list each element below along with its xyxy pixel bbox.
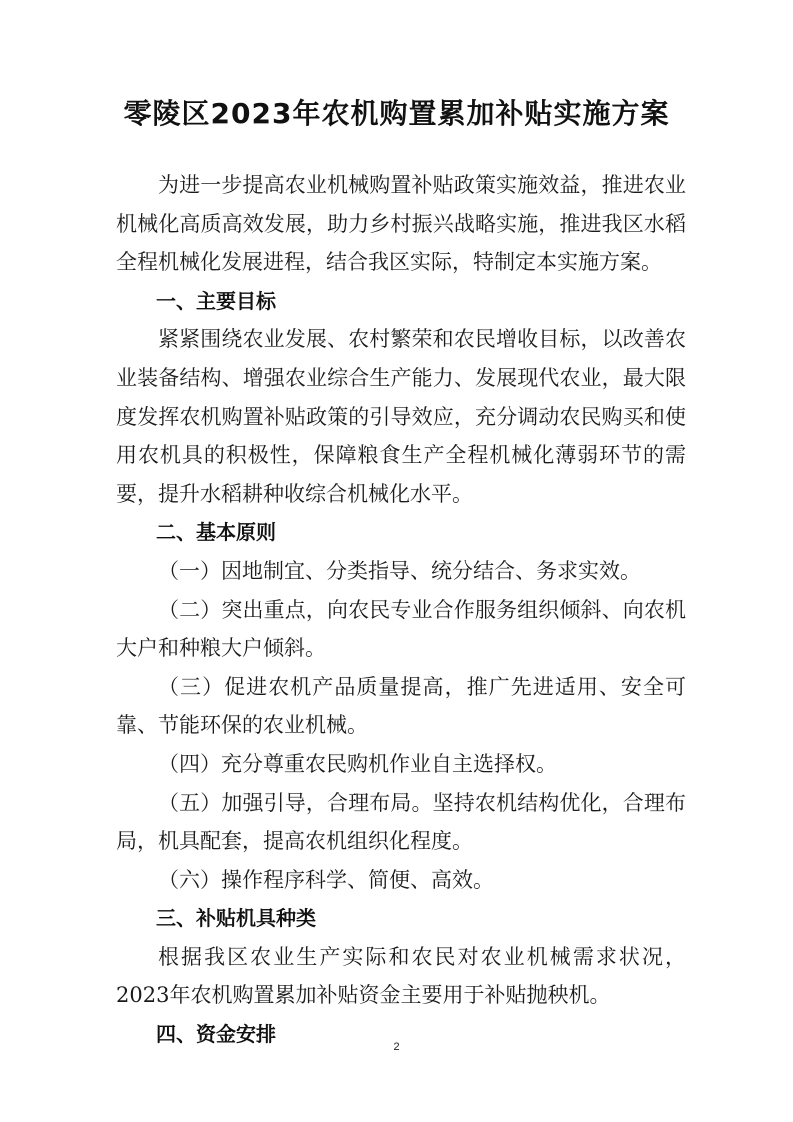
section-heading-equipment: 三、补贴机具种类 — [156, 906, 316, 931]
section-heading-funding: 四、资金安排 — [156, 1022, 276, 1047]
page-number: 2 — [393, 1041, 400, 1053]
principle-item-2: （二）突出重点，向农民专业合作服务组织倾斜、向农机大户和种粮大户倾斜。 — [116, 597, 686, 661]
document-title: 零陵区2023年农机购置累加补贴实施方案 — [123, 97, 670, 130]
section-heading-goals: 一、主要目标 — [156, 288, 276, 313]
principle-item-5: （五）加强引导，合理布局。坚持农机结构优化，合理布局，机具配套，提高农机组织化程度。 — [116, 790, 686, 854]
principle-item-1: （一）因地制宜、分类指导、统分结合、务求实效。 — [158, 558, 641, 583]
document-body — [116, 166, 686, 1054]
equipment-paragraph: 根据我区农业生产实际和农民对农业机械需求状况，2023年农机购置累加补贴资金主要用于补贴抛秧机。 — [116, 944, 686, 1008]
principle-item-3: （三）促进农机产品质量提高，推广先进适用、安全可靠、节能环保的农业机械。 — [116, 674, 686, 738]
goals-paragraph: 紧紧围绕农业发展、农村繁荣和农民增收目标，以改善农业装备结构、增强农业综合生产能力、发展现代农业，最大限度发挥农机购置补贴政策的引导效应，充分调动农民购买和使用农机具的积极性，保障粮食生产全程机械化薄弱环节的需要，提升水稻耕种收综合机械化水平。 — [116, 327, 686, 506]
principle-item-4: （四）充分尊重农民购机作业自主选择权。 — [158, 751, 557, 776]
principle-item-6: （六）操作程序科学、简便、高效。 — [158, 867, 494, 892]
section-heading-principles: 二、基本原则 — [156, 520, 276, 545]
intro-paragraph: 为进一步提高农业机械购置补贴政策实施效益，推进农业机械化高质高效发展，助力乡村振兴战略实施，推进我区水稻全程机械化发展进程，结合我区实际，特制定本实施方案。 — [116, 173, 686, 275]
